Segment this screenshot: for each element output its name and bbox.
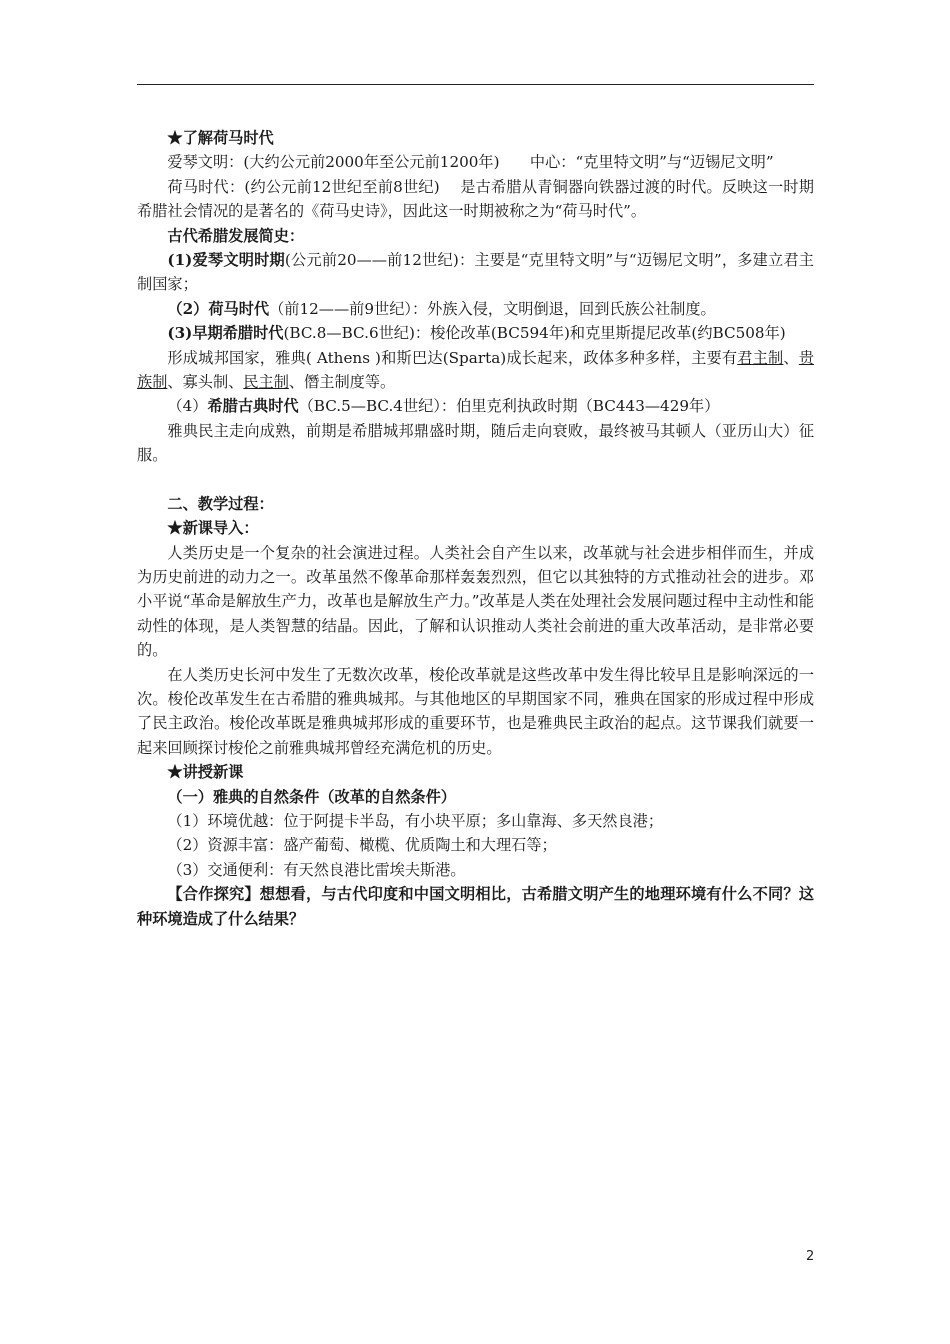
period-2-title: （2）荷马时代 xyxy=(167,299,270,318)
separator: 、寡头制、 xyxy=(167,373,244,392)
homer-heading: ★了解荷马时代 xyxy=(167,129,274,147)
process-heading: 二、教学过程： xyxy=(167,494,274,513)
section-1-heading: （一）雅典的自然条件（改革的自然条件） xyxy=(167,787,456,806)
period-1-text: (公元前20——前12世纪)：主要是“克里特文明”与“迈锡尼文明”，多建立君主制国家； xyxy=(137,251,814,294)
term-monarchy: 君主制 xyxy=(737,348,784,367)
period-4 xyxy=(137,394,814,418)
period-3-text: (BC.8—BC.6世纪)：梭伦改革(BC594年)和克里斯提尼改革(约BC508年) xyxy=(283,324,786,343)
term-aristocracy: 贵族制 xyxy=(137,348,814,392)
document-body xyxy=(137,126,814,931)
header-rule xyxy=(137,84,814,85)
spacer xyxy=(137,468,814,492)
condition-1: （1）环境优越：位于阿提卡半岛，有小块平原；多山靠海、多天然良港； xyxy=(167,811,664,830)
period-4-detail: 雅典民主走向成熟，前期是希腊城邦鼎盛时期，随后走向衰败，最终被马其顿人（亚历山大）征服。 xyxy=(137,421,814,465)
period-3-detail xyxy=(137,346,814,395)
condition-2: （2）资源丰富：盛产葡萄、橄榄、优质陶土和大理石等； xyxy=(167,836,557,855)
period-3 xyxy=(137,321,814,345)
period-4-text: （BC.5—BC.4世纪）：伯里克利执政时期（BC443—429年） xyxy=(298,397,720,416)
aegean-paragraph: 爱琴文明：(大约公元前2000年至公元前1200年) 中心：“克里特文明”与“迈锡尼文明” xyxy=(167,153,774,172)
condition-3: （3）交通便利：有天然良港比雷埃夫斯港。 xyxy=(167,860,466,879)
period-4-title: 希腊古典时代 xyxy=(207,397,299,416)
period-1 xyxy=(137,248,814,297)
intro-paragraph-1: 人类历史是一个复杂的社会演进过程。人类社会自产生以来，改革就与社会进步相伴而生，并成为历史前进的动力之一。改革虽然不像革命那样轰轰烈烈，但它以其独特的方式推动社会的进步。邓小平说“革命是解放生产力，改革也是解放生产力。”改革是人类在处理社会发展问题过程中主动性和能动性的体现，是人类智慧的结晶。因此，了解和认识推动人类社会前进的重大改革活动，是非常必要的。 xyxy=(137,543,814,660)
lecture-heading: ★讲授新课 xyxy=(167,763,244,782)
intro-paragraph-2: 在人类历史长河中发生了无数次改革，梭伦改革就是这些改革中发生得比较早且是影响深远的一次。梭伦改革发生在古希腊的雅典城邦。与其他地区的早期国家不同，雅典在国家的形成过程中形成了民主政治。梭伦改革既是雅典城邦形成的重要环节，也是雅典民主政治的起点。这节课我们就要一起来回顾探讨梭伦之前雅典城邦曾经充满危机的历史。 xyxy=(137,665,814,757)
term-democracy: 民主制 xyxy=(243,373,289,392)
history-heading: 古代希腊发展简史： xyxy=(167,226,305,245)
page-number: 2 xyxy=(806,1249,815,1264)
separator: 、 xyxy=(783,348,799,367)
period-1-title: (1)爱琴文明时期 xyxy=(167,251,285,270)
period-3-title: (3)早期希腊时代 xyxy=(167,324,284,343)
period-4-num: （4） xyxy=(167,397,208,416)
period-3-detail-text: 形成城邦国家，雅典( Athens )和斯巴达(Sparta)成长起来，政体多种多样，主要有 xyxy=(167,348,738,367)
homer-age-paragraph: 荷马时代：(约公元前12世纪至前8世纪) 是古希腊从青铜器向铁器过渡的时代。反映这一时期希腊社会情况的是著名的《荷马史诗》，因此这一时期被称之为“荷马时代”。 xyxy=(137,177,814,221)
intro-heading: ★新课导入： xyxy=(167,519,259,538)
period-2 xyxy=(137,297,814,321)
period-2-text: （前12——前9世纪）：外族入侵，文明倒退，回到氏族公社制度。 xyxy=(269,299,716,318)
cooperative-inquiry: 【合作探究】想想看，与古代印度和中国文明相比，古希腊文明产生的地理环境有什么不同？这种环境造成了什么结果？ xyxy=(137,885,814,928)
period-3-detail-end: 、僭主制度等。 xyxy=(288,373,396,392)
